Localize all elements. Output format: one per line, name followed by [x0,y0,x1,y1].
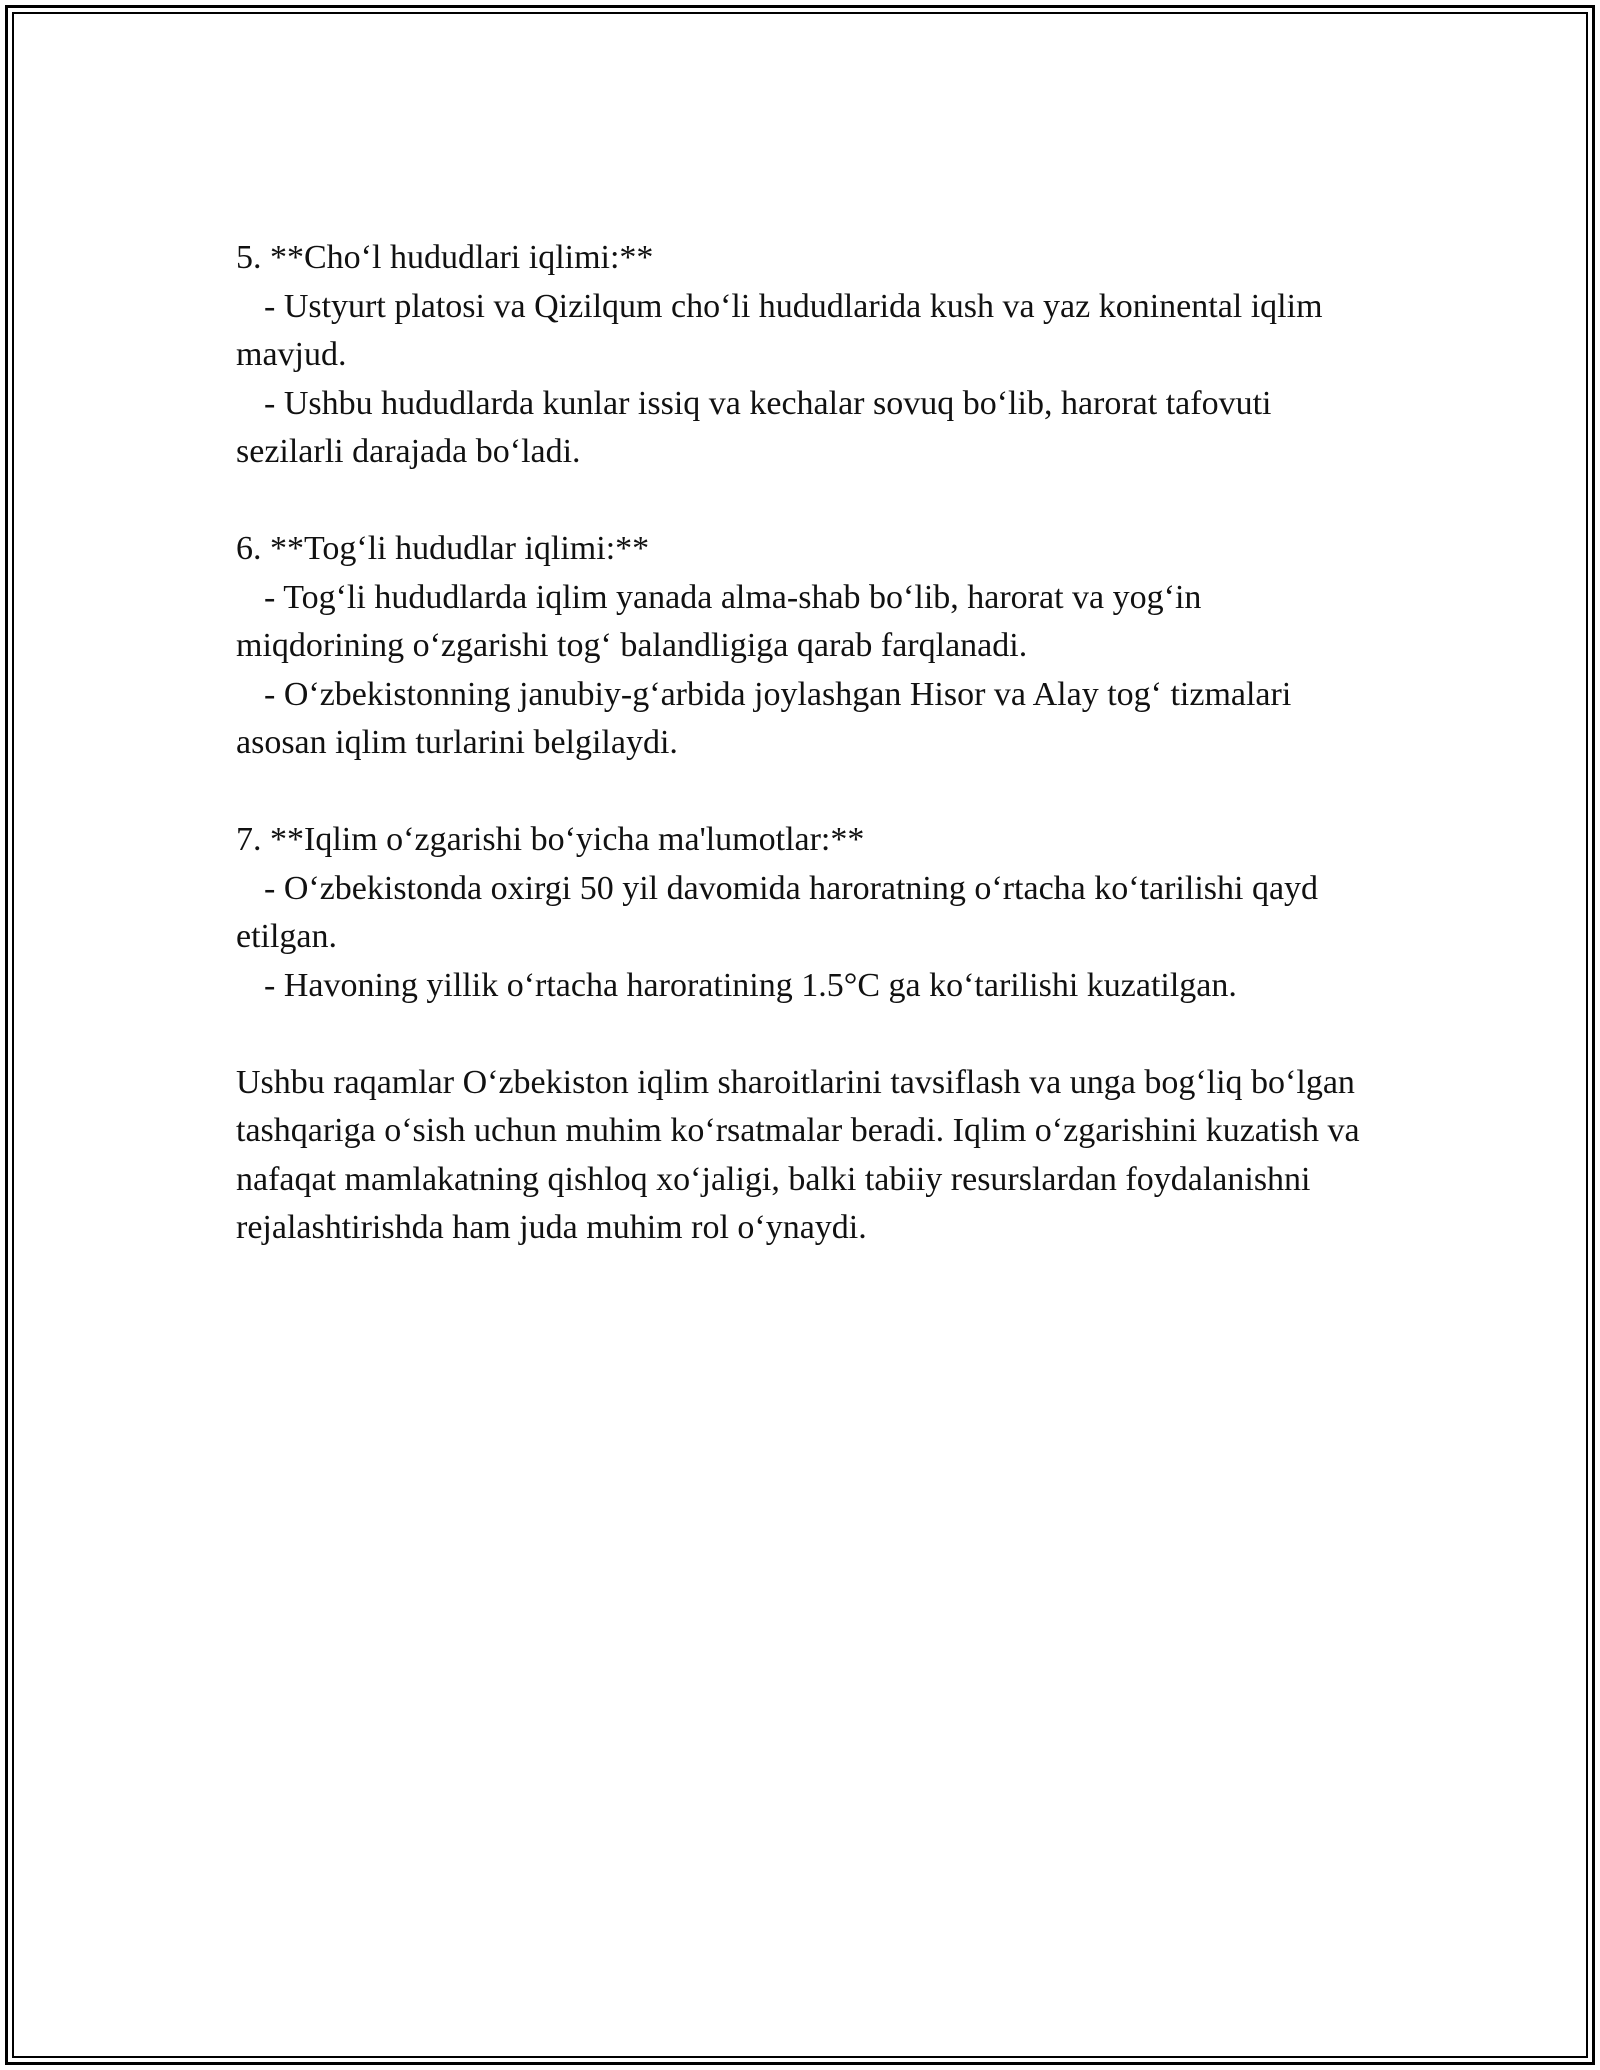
bullet-item: - O‘zbekistonda oxirgi 50 yil davomida haroratning o‘rtacha ko‘tarilishi qayd etilgan. [236,869,1327,955]
section-mountain-climate [236,525,1376,768]
section-heading: 5. **Cho‘l hududlari iqlimi:** [236,239,654,276]
bullet-item: - Havoning yillik o‘rtacha haroratining 1.5°C ga ko‘tarilishi kuzatilgan. [264,966,1237,1004]
section-desert-climate [236,234,1376,477]
bullet-item: - Tog‘li hududlarda iqlim yanada alma-shab bo‘lib, harorat va yog‘in miqdorining o‘zgarishi tog‘ balandligiga qarab farqlanadi. [236,578,1210,664]
conclusion-paragraph: Ushbu raqamlar O‘zbekiston iqlim sharoitlarini tavsiflash va unga bog‘liq bo‘lgan tashqariga o‘sish uchun muhim ko‘rsatmalar beradi. Iqlim o‘zgarishini kuzatish va nafaqat mamlakatning qishloq xo‘jaligi, balki tabiiy resurslardan foydalanishni rejalashtirishda ham juda muhim rol o‘ynaydi. [236,1063,1360,1246]
section-heading: 7. **Iqlim o‘zgarishi bo‘yicha ma'lumotlar:** [236,821,865,858]
document-body [236,234,1376,1253]
section-climate-change-data [236,816,1376,1010]
bullet-item: - O‘zbekistonning janubiy-g‘arbida joylashgan Hisor va Alay tog‘ tizmalari asosan iqlim turlarini belgilaydi. [236,675,1300,761]
bullet-item: - Ustyurt platosi va Qizilqum cho‘li hududlarida kush va yaz koninental iqlim mavjud. [236,287,1332,373]
bullet-item: - Ushbu hududlarda kunlar issiq va kechalar sovuq bo‘lib, harorat tafovuti sezilarli darajada bo‘ladi. [236,384,1280,470]
section-heading: 6. **Tog‘li hududlar iqlimi:** [236,530,650,567]
